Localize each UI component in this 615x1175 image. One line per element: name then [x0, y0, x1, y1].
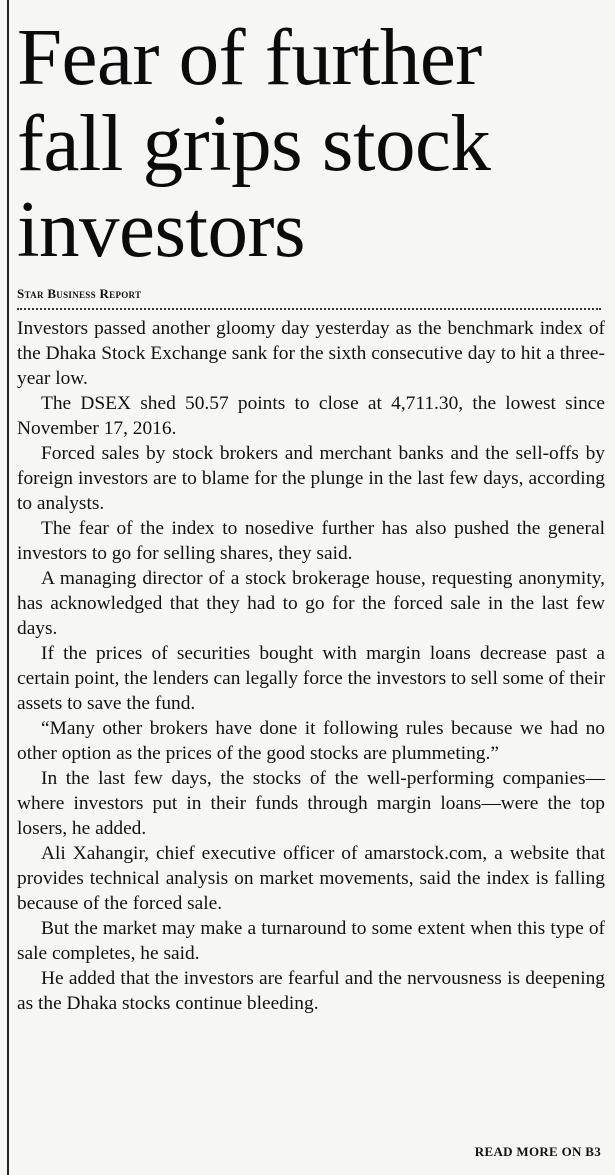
article-paragraph: Forced sales by stock brokers and merchant banks and the sell-offs by foreign investors are to blame for the plunge in the last few days, according to analysts.	[17, 443, 605, 514]
article-paragraph: A managing director of a stock brokerage house, requesting anonymity, has acknowledged that they had to go for the forced sale in the last few days.	[17, 568, 605, 639]
read-more-link[interactable]: READ MORE ON B3	[474, 1144, 601, 1159]
article-paragraph: In the last few days, the stocks of the well-performing companies—where investors put in their funds through margin loans—were the top losers, he added.	[17, 768, 605, 839]
article-byline: Star Business Report	[17, 286, 142, 301]
article	[17, 14, 605, 1016]
article-body	[17, 316, 605, 1016]
article-paragraph: Ali Xahangir, chief executive officer of amarstock.com, a website that provides technical analysis on market movements, said the index is falling because of the forced sale.	[17, 843, 605, 914]
byline-separator	[17, 308, 601, 310]
article-paragraph: The fear of the index to nosedive further has also pushed the general investors to go for selling shares, they said.	[17, 518, 605, 564]
article-paragraph: Investors passed another gloomy day yesterday as the benchmark index of the Dhaka Stock Exchange sank for the sixth consecutive day to hit a three-year low.	[17, 318, 605, 389]
article-paragraph: But the market may make a turnaround to some extent when this type of sale completes, he said.	[17, 918, 605, 964]
article-headline: Fear of further fall grips stock investors	[17, 12, 491, 274]
article-paragraph: He added that the investors are fearful and the nervousness is deepening as the Dhaka stocks continue bleeding.	[17, 968, 605, 1014]
column-divider-line	[7, 0, 9, 1175]
article-paragraph: If the prices of securities bought with margin loans decrease past a certain point, the lenders can legally force the investors to sell some of their assets to save the fund.	[17, 643, 605, 714]
article-paragraph: The DSEX shed 50.57 points to close at 4,711.30, the lowest since November 17, 2016.	[17, 393, 605, 439]
article-paragraph: “Many other brokers have done it following rules because we had no other option as the prices of the good stocks are plummeting.”	[17, 718, 605, 764]
